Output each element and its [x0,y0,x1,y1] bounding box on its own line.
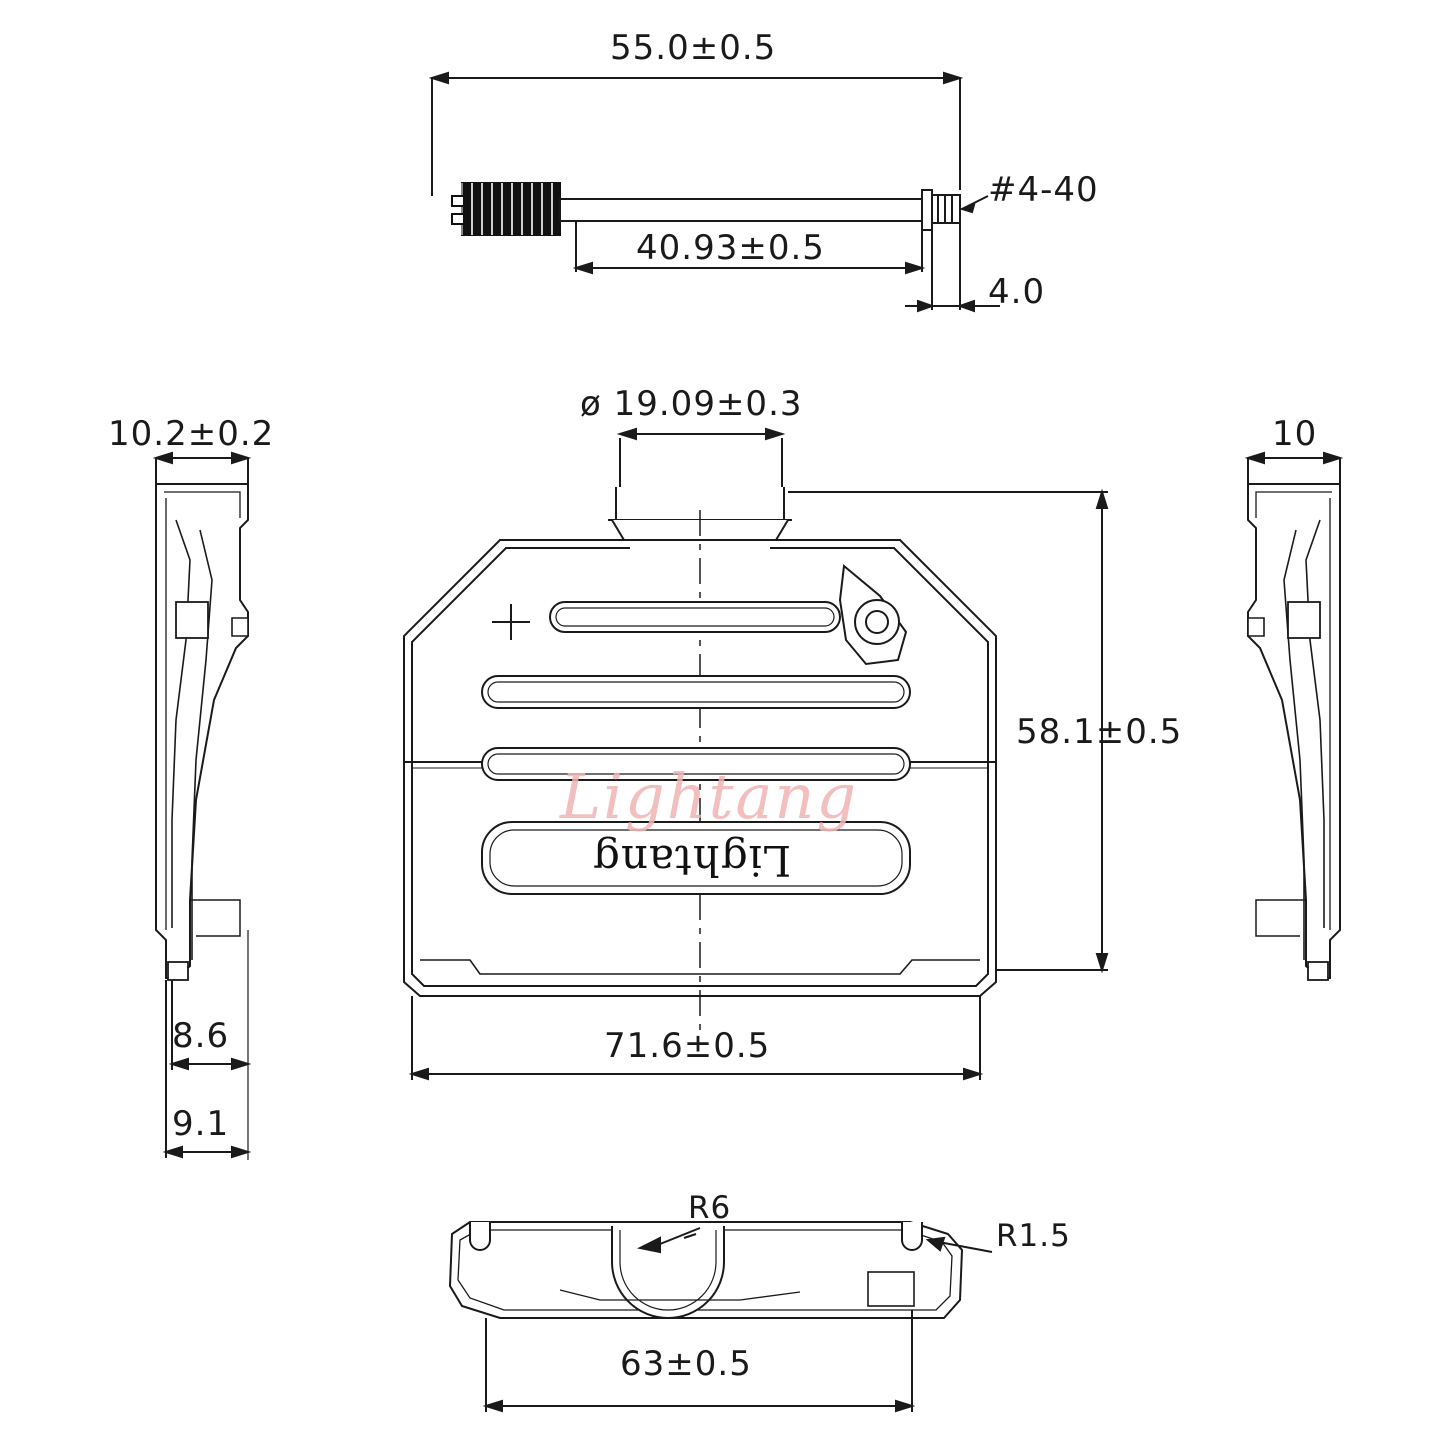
dim-label-front-height: 58.1±0.5 [1016,712,1183,752]
front-view [404,487,996,1030]
dim-label-front-diameter: ø 19.09±0.3 [580,384,803,424]
dim-right-width [1248,453,1340,486]
dim-label-left-top-width: 10.2±0.2 [108,414,275,454]
right-side-view [1248,484,1340,980]
dim-top-overall [432,73,960,196]
left-side-view [156,484,248,1160]
brand-emboss-label: Lightang [592,836,792,885]
dim-label-bottom-width: 63±0.5 [620,1344,752,1384]
dim-front-diameter [620,429,782,487]
dim-label-left-lower-width: 8.6 [172,1016,230,1056]
dim-label-front-width: 71.6±0.5 [604,1026,771,1066]
dim-left-top-width [156,453,248,486]
dim-label-left-bottom-width: 9.1 [172,1104,230,1144]
dim-label-right-width: 10 [1272,414,1318,454]
dim-label-radius-large: R6 [688,1190,732,1226]
bottom-view [450,1222,992,1318]
watermark-text: Lightang [560,760,859,833]
dim-label-top-inner: 40.93±0.5 [636,228,825,268]
dim-label-screw-length: 4.0 [988,272,1046,312]
dim-label-screw-thread: #4-40 [988,170,1099,210]
dim-label-top-overall: 55.0±0.5 [610,28,777,68]
dim-label-radius-small: R1.5 [996,1218,1071,1254]
